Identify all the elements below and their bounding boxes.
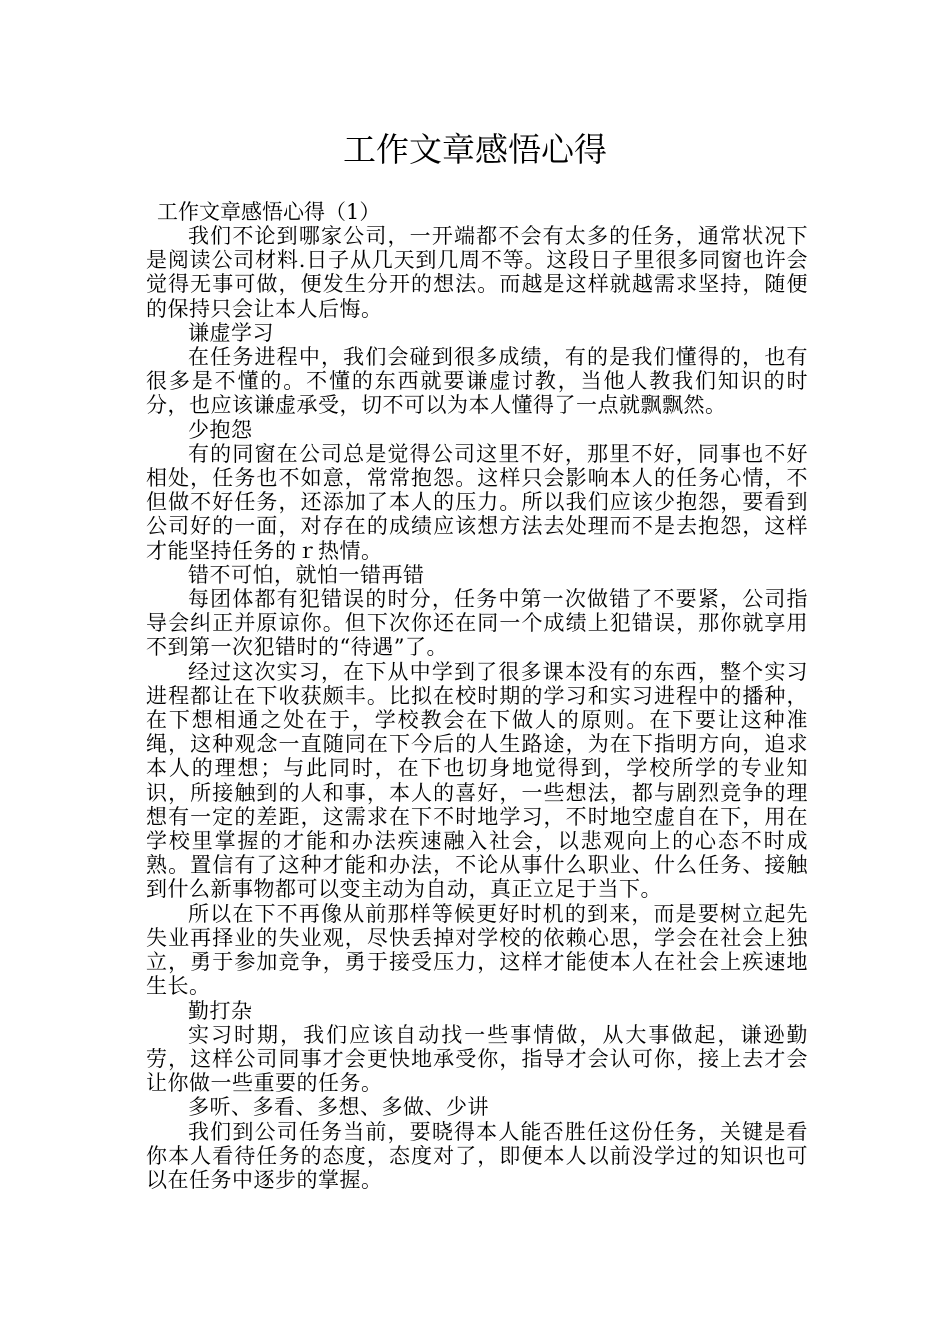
section-heading-listen-watch: 多听、多看、多想、多做、少讲 xyxy=(188,1095,489,1120)
section-heading-odd-jobs: 勤打杂 xyxy=(188,998,253,1023)
document-subtitle: 工作文章感悟心得（1） xyxy=(157,200,381,224)
section-heading-less-complaining: 少抱怨 xyxy=(188,417,253,442)
section-heading-mistakes: 错不可怕，就怕一错再错 xyxy=(188,562,425,587)
paragraph-mistakes: 每团体都有犯错误的时分，任务中第一次做错了不要紧，公司指导会纠正并原谅你。但下次你还在同一个成绩上犯错误，那你就享用不到第一次犯错时的“待遇”了。 xyxy=(146,587,808,660)
paragraph-employment-outlook: 所以在下不再像从前那样等候更好时机的到来，而是要树立起先失业再择业的失业观，尽快丢掉对学校的依赖心思，学会在社会上独立，勇于参加竞争，勇于接受压力，这样才能使本人在社会上疾速地生长。 xyxy=(146,901,808,999)
paragraph-listen-watch: 我们到公司任务当前，要晓得本人能否胜任这份任务，关键是看你本人看待任务的态度，态度对了，即便本人以前没学过的知识也可以在任务中逐步的掌握。 xyxy=(146,1119,808,1192)
paragraph-intro: 我们不论到哪家公司，一开端都不会有太多的任务，通常状况下是阅读公司材料.日子从几天到几周不等。这段日子里很多同窗也许会觉得无事可做，便发生分开的想法。而越是这样就越需求坚持，随便的保持只会让本人后悔。 xyxy=(146,224,808,321)
paragraph-less-complaining: 有的同窗在公司总是觉得公司这里不好，那里不好，同事也不好相处，任务也不如意，常常抱怨。这样只会影响本人的任务心情，不但做不好任务，还添加了本人的压力。所以我们应该少抱怨，要看到公司好的一面，对存在的成绩应该想方法去处理而不是去抱怨，这样才能坚持任务的ｒ热情。 xyxy=(146,441,808,563)
document-body xyxy=(146,224,808,1192)
paragraph-humble-learning: 在任务进程中，我们会碰到很多成绩，有的是我们懂得的，也有很多是不懂的。不懂的东西就要谦虚讨教，当他人教我们知识的时分，也应该谦虚承受，切不可以为本人懂得了一点就飘飘然。 xyxy=(146,345,808,418)
paragraph-odd-jobs: 实习时期，我们应该自动找一些事情做，从大事做起，谦逊勤劳，这样公司同事才会更快地承受你，指导才会认可你，接上去才会让你做一些重要的任务。 xyxy=(146,1022,808,1096)
document-title: 工作文章感悟心得 xyxy=(343,130,607,169)
section-heading-humble-learning: 谦虚学习 xyxy=(188,320,274,345)
paragraph-internship-reflection: 经过这次实习，在下从中学到了很多课本没有的东西，整个实习进程都让在下收获颇丰。比拟在校时期的学习和实习进程中的播种，在下想相通之处在于，学校教会在下做人的原则。在下要让这种准绳，这种观念一直随同在下今后的人生路途，为在下指明方向，追求本人的理想；与此同时，在下也切身地觉得到，学校所学的专业知识，所接触到的人和事，本人的喜好，一些想法，都与剧烈竞争的理想有一定的差距，这需求在下不时地学习，不时地空虚自在下，用在学校里掌握的才能和办法疾速融入社会，以悲观向上的心态不时成熟。置信有了这种才能和办法，不论从事什么职业、什么任务、接触到什么新事物都可以变主动为自动，真正立足于当下。 xyxy=(146,659,808,902)
